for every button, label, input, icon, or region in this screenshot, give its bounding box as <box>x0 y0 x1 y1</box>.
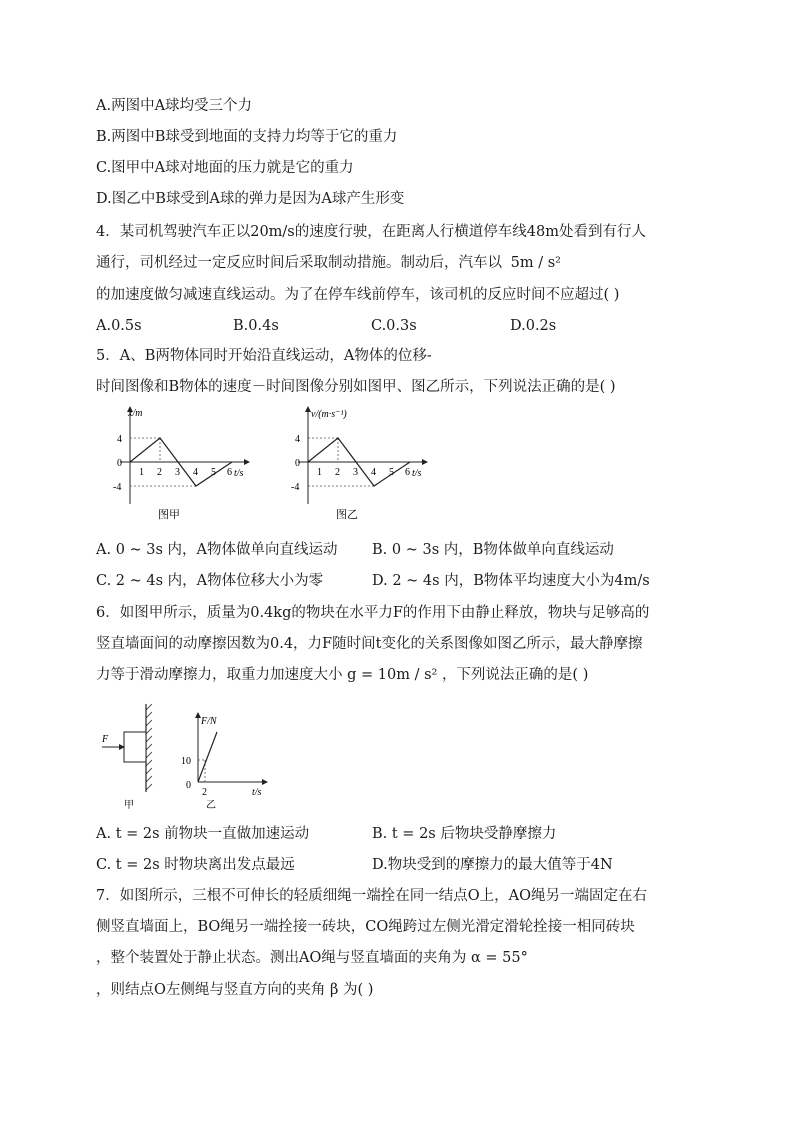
q6-stem-line1: 6．如图甲所示，质量为0.4kg的物块在水平力F的作用下由静止释放，物块与足够高的 <box>96 605 650 621</box>
x-axis-arrow-icon <box>244 459 250 465</box>
x-tick: 5 <box>211 467 216 478</box>
x-tick: 4 <box>193 467 198 478</box>
q6-option-c: C. t = 2s 时物块离出发点最远 <box>96 857 295 873</box>
x-axis-label: t/s <box>412 468 422 479</box>
q6-stem-line3 <box>96 665 588 685</box>
q7-stem-line1: 7．如图所示，三根不可伸长的轻质细绳一端拴在同一结点O上，AO绳另一端固定在右 <box>96 888 647 904</box>
q6-gravity: g = 10m / s² <box>347 667 438 683</box>
x-axis-label: t/s <box>252 787 262 798</box>
x-tick: 3 <box>175 467 180 478</box>
q3-option-d: D.图乙中B球受到A球的弹力是因为A球产生形变 <box>96 191 405 207</box>
x-tick: 2 <box>202 787 207 798</box>
q4-option-c: C.0.3s <box>371 318 417 334</box>
q6-option-b: B. t = 2s 后物块受静摩擦力 <box>372 826 557 842</box>
y-tick: 0 <box>117 458 122 469</box>
x-tick: 6 <box>405 467 410 478</box>
figure-caption: 甲 <box>124 800 134 811</box>
x-tick: 3 <box>353 467 358 478</box>
q5-figure-a <box>108 404 258 526</box>
y-axis-label: x/m <box>128 408 143 419</box>
figure-caption: 乙 <box>206 800 216 811</box>
q5-stem-line1: 5．A、B两物体同时开始沿直线运动，A物体的位移- <box>96 348 432 364</box>
y-tick: -4 <box>113 482 122 493</box>
q5-option-a: A. 0 ~ 3s 内，A物体做单向直线运动 <box>96 542 338 558</box>
q6-option-a: A. t = 2s 前物块一直做加速运动 <box>96 826 310 842</box>
figure-caption: 图乙 <box>336 509 358 521</box>
q6-option-d: D.物块受到的摩擦力的最大值等于4N <box>372 857 613 873</box>
q4-option-d: D.0.2s <box>510 318 557 334</box>
q6-stem-line3-text: 力等于滑动摩擦力，取重力加速度大小 <box>96 667 343 683</box>
q5-stem-line2: 时间图像和B物体的速度－时间图像分别如图甲、图乙所示，下列说法正确的是( ) <box>96 379 616 395</box>
q7-stem-line2: 侧竖直墙面上，BO绳另一端拴接一砖块，CO绳跨过左侧光滑定滑轮拴接一相同砖块 <box>96 919 635 935</box>
q6-figures <box>98 700 278 812</box>
q4-option-b: B.0.4s <box>233 318 279 334</box>
wall-hatching <box>146 704 152 790</box>
figure-caption: 图甲 <box>158 509 180 521</box>
x-axis-arrow-icon <box>422 459 428 465</box>
force-label: F <box>102 734 109 745</box>
q4-stem-line2 <box>96 253 561 273</box>
q7-stem-line3: ，整个装置处于静止状态。测出AO绳与竖直墙面的夹角为 α = 55° <box>96 950 528 966</box>
y-axis-label: v/(m·s⁻¹) <box>311 409 347 420</box>
q7-stem-line4: ，则结点O左侧绳与竖直方向的夹角 β 为( ) <box>96 982 374 998</box>
q3-option-b: B.两图中B球受到地面的支持力均等于它的重力 <box>96 129 398 145</box>
x-tick: 1 <box>139 467 144 478</box>
y-tick: -4 <box>291 482 300 493</box>
y-axis-label: F/N <box>201 716 217 727</box>
x-tick: 2 <box>157 467 162 478</box>
q5-option-c: C. 2 ~ 4s 内，A物体位移大小为零 <box>96 573 324 589</box>
y-tick: 4 <box>295 434 300 445</box>
block <box>124 732 146 762</box>
q5-option-b: B. 0 ~ 3s 内，B物体做单向直线运动 <box>372 542 614 558</box>
y-tick: 10 <box>181 756 191 767</box>
q6-stem-line2: 竖直墙面间的动摩擦因数为0.4，力F随时间t变化的关系图像如图乙所示，最大静摩擦 <box>96 636 643 652</box>
q5-figure-b <box>286 404 441 526</box>
q4-stem-line2-text: 通行，司机经过一定反应时间后采取制动措施。制动后，汽车以 <box>96 255 502 271</box>
q3-option-a: A.两图中A球均受三个力 <box>96 98 253 114</box>
q6-stem-line3-tail: ，下列说法正确的是( ) <box>441 667 589 683</box>
x-axis-label: t/s <box>234 468 244 479</box>
x-tick: 2 <box>335 467 340 478</box>
origin-label: 0 <box>186 780 191 791</box>
q5-option-d: D. 2 ~ 4s 内，B物体平均速度大小为4m/s <box>372 573 650 589</box>
x-tick: 4 <box>371 467 376 478</box>
x-tick: 6 <box>227 467 232 478</box>
q4-stem-line1: 4．某司机驾驶汽车正以20m/s的速度行驶，在距离人行横道停车线48m处看到有行人 <box>96 224 646 240</box>
x-axis-arrow-icon <box>262 779 268 785</box>
q4-stem-line3: 的加速度做匀减速直线运动。为了在停车线前停车，该司机的反应时间不应超过( ) <box>96 287 620 303</box>
q4-acceleration: 5m / s² <box>510 255 561 271</box>
graph-line <box>198 732 217 782</box>
y-tick: 0 <box>295 458 300 469</box>
x-tick: 5 <box>389 467 394 478</box>
q4-option-a: A.0.5s <box>96 318 142 334</box>
q3-option-c: C.图甲中A球对地面的压力就是它的重力 <box>96 160 354 176</box>
x-tick: 1 <box>317 467 322 478</box>
y-tick: 4 <box>117 434 122 445</box>
